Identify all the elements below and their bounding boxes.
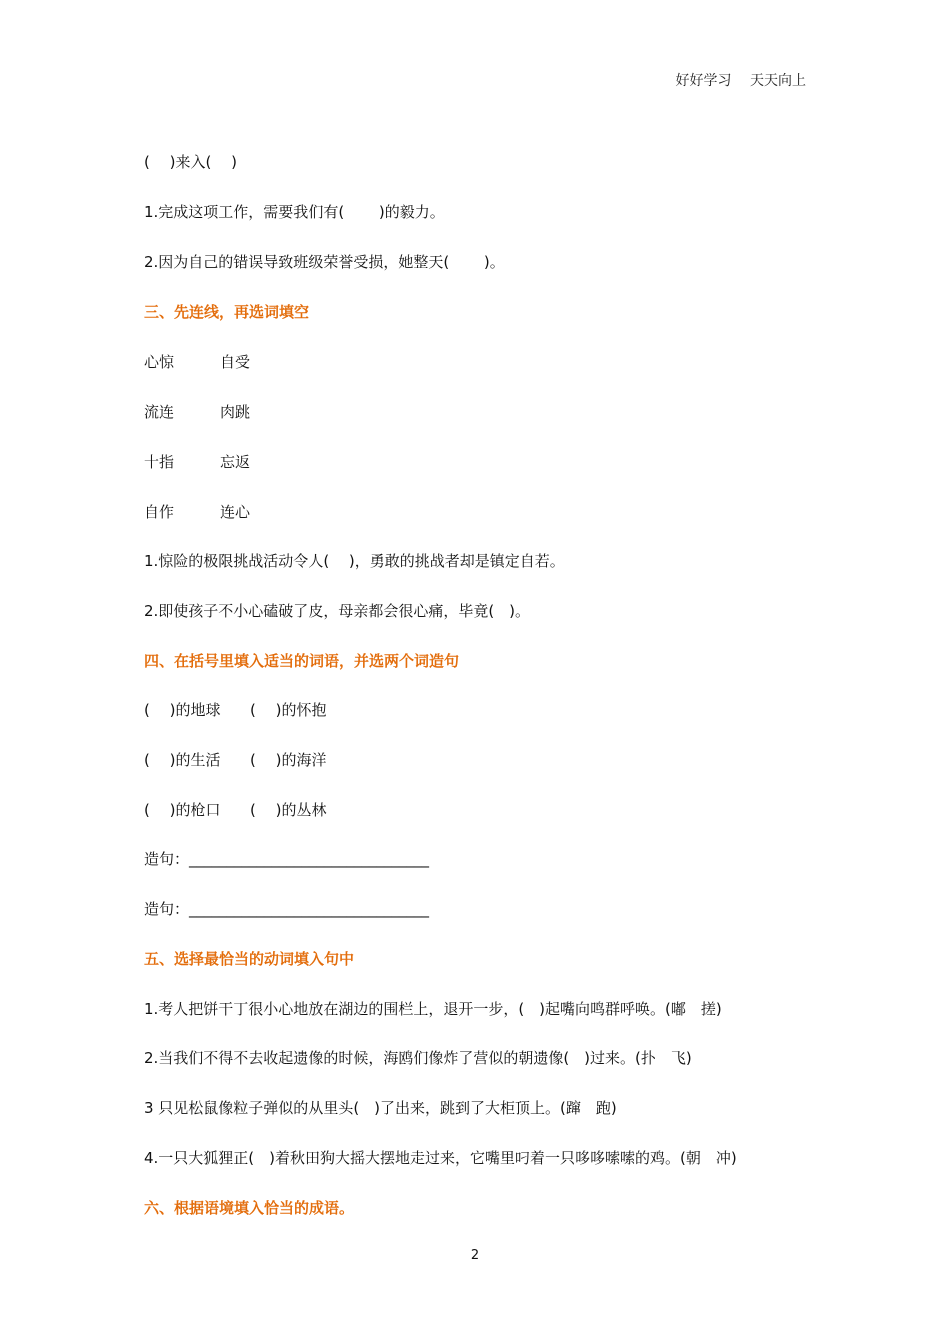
fill-item: ( )的生活 — [144, 751, 221, 769]
fill-item: ( )的海洋 — [250, 751, 327, 769]
fill-item: ( )的怀抱 — [250, 701, 327, 719]
question-line: 2.当我们不得不去收起遗像的时候，海鸥们像炸了营似的朝遗像( )过来。(扑 飞) — [144, 1049, 692, 1067]
question-line: 2.即使孩子不小心磕破了皮，母亲都会很心痛，毕竟( )。 — [144, 602, 531, 620]
sentence-line: 造句：________________________________ — [144, 900, 430, 918]
match-left-word: 心惊 — [144, 353, 175, 371]
match-right-word: 自受 — [220, 353, 251, 371]
sentence-line: 造句：________________________________ — [144, 850, 430, 868]
match-right-word: 忘返 — [220, 453, 251, 471]
fill-item: ( )的丛林 — [250, 801, 327, 819]
question-line: 2.因为自己的错误导致班级荣誉受损，她整天( )。 — [144, 253, 505, 271]
section-5-title: 五、选择最恰当的动词填入句中 — [144, 950, 355, 968]
match-left-word: 自作 — [144, 503, 175, 521]
match-left-word: 流连 — [144, 403, 175, 421]
page-number: 2 — [470, 1248, 480, 1263]
section-3-title: 三、先连线，再选词填空 — [144, 303, 310, 321]
header-right-text: 天天向上 — [750, 73, 806, 89]
fill-item: ( )的地球 — [144, 701, 221, 719]
question-line: 4.一只大狐狸正( )着秋田狗大摇大摆地走过来，它嘴里叼着一只哆哆嗦嗦的鸡。(朝 冲) — [144, 1149, 737, 1167]
question-line: 1.完成这项工作，需要我们有( )的毅力。 — [144, 203, 445, 221]
question-line: 3 只见松鼠像粒子弹似的从里头( )了出来，跳到了大柜顶上。(蹿 跑) — [144, 1099, 617, 1117]
section-6-title: 六、根据语境填入恰当的成语。 — [144, 1199, 355, 1217]
section-4-title: 四、在括号里填入适当的词语，并选两个词造句 — [144, 652, 460, 670]
match-left-word: 十指 — [144, 453, 175, 471]
question-line: 1.考人把饼干丁很小心地放在湖边的围栏上，退开一步，( )起嘴向鸣群呼唤。(嘟 搓) — [144, 1000, 722, 1018]
fill-line: ( )来入( ) — [144, 153, 237, 171]
page-header — [676, 70, 806, 90]
fill-item: ( )的枪口 — [144, 801, 221, 819]
question-line: 1.惊险的极限挑战活动令人( )，勇敢的挑战者却是镇定自若。 — [144, 552, 565, 570]
match-right-word: 肉跳 — [220, 403, 251, 421]
match-right-word: 连心 — [220, 503, 251, 521]
header-left-text: 好好学习 — [675, 73, 732, 89]
